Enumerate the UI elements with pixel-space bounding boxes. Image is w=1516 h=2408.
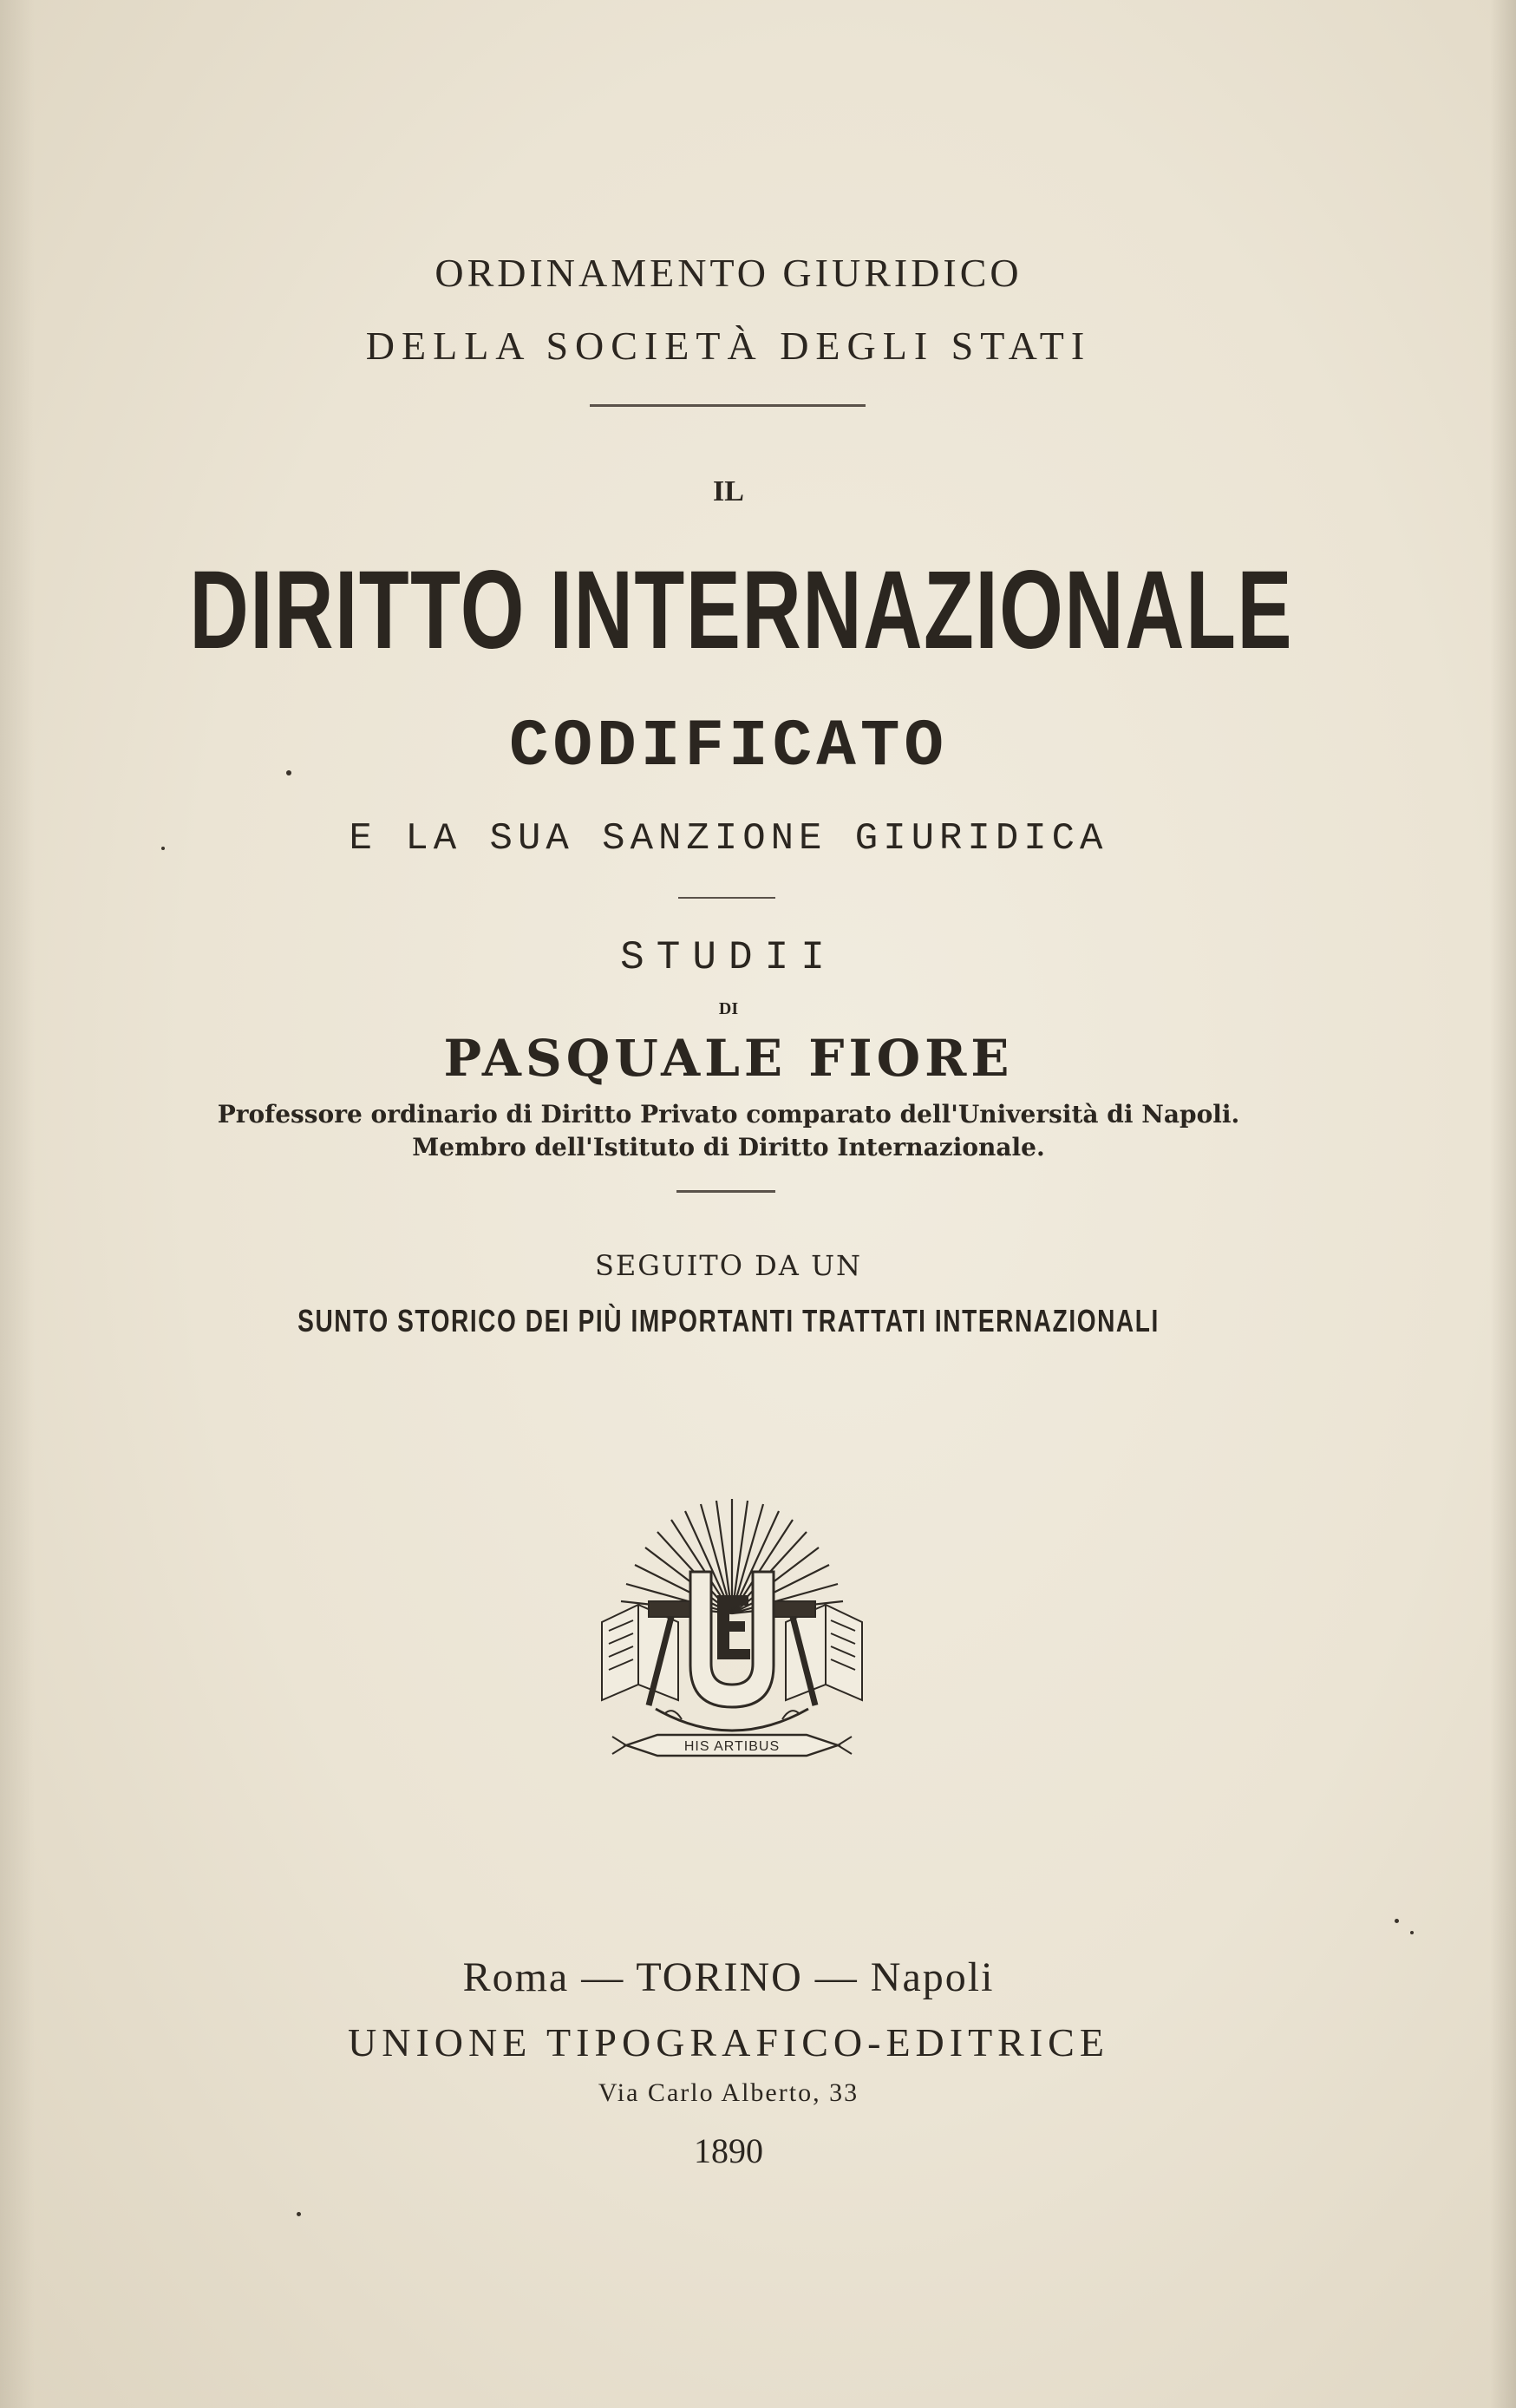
main-title: DIRITTO INTERNAZIONALE bbox=[189, 548, 1294, 672]
followed-by-label: SEGUITO DA UN bbox=[594, 1249, 863, 1282]
series-title-line-2: DELLA SOCIETÀ DEGLI STATI bbox=[365, 324, 1092, 368]
studies-label: STUDII bbox=[620, 935, 837, 980]
di-label: DI bbox=[718, 999, 739, 1018]
author-affiliation-1: Professore ordinario di Diritto Privato comparato dell'Università di Napoli. bbox=[217, 1100, 1240, 1129]
appendix-title: SUNTO STORICO DEI PIÙ IMPORTANTI TRATTATI INTERNAZIONALI bbox=[297, 1303, 1160, 1338]
imprint-address: Via Carlo Alberto, 33 bbox=[598, 2078, 859, 2107]
subtitle-codificato: CODIFICATO bbox=[508, 710, 949, 784]
divider-rule bbox=[590, 404, 866, 407]
foxing-speck bbox=[161, 847, 165, 850]
imprint-cities: Roma — TORINO — Napoli bbox=[462, 1954, 995, 2000]
foxing-speck bbox=[1410, 1931, 1414, 1934]
series-title-line-1: ORDINAMENTO GIURIDICO bbox=[435, 251, 1023, 295]
foxing-speck bbox=[1395, 1919, 1399, 1923]
title-article: IL bbox=[713, 475, 744, 507]
emblem-motto: HIS ARTIBUS bbox=[683, 1739, 781, 1754]
imprint-publisher: UNIONE TIPOGRAFICO-EDITRICE bbox=[348, 2020, 1109, 2064]
author-affiliation-2: Membro dell'Istituto di Diritto Internazionale. bbox=[412, 1133, 1045, 1161]
publisher-emblem-icon bbox=[595, 1492, 869, 1787]
divider-rule bbox=[676, 1190, 775, 1193]
author-name: PASQUALE FIORE bbox=[443, 1029, 1014, 1088]
subtitle-sanzione: E LA SUA SANZIONE GIURIDICA bbox=[349, 817, 1108, 860]
foxing-speck bbox=[286, 770, 291, 775]
foxing-speck bbox=[297, 2212, 301, 2216]
divider-rule bbox=[678, 897, 775, 899]
imprint-year: 1890 bbox=[694, 2131, 763, 2170]
page-edge-shadow-right bbox=[1490, 0, 1516, 2408]
